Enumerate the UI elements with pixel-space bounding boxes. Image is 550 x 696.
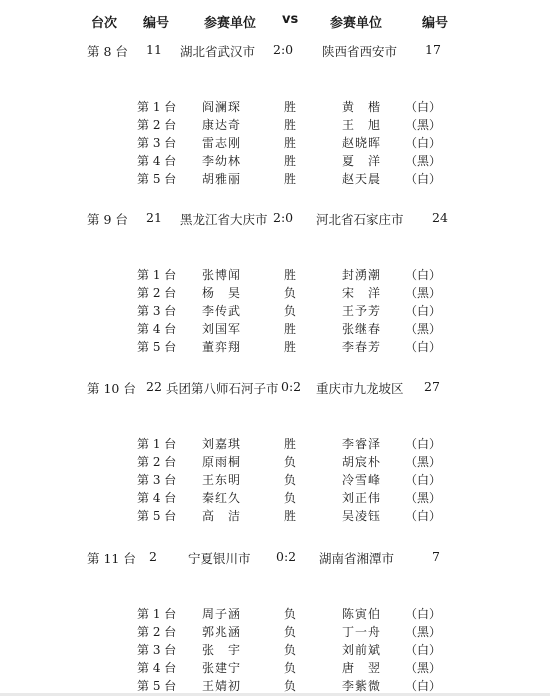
game-row: [0, 152, 550, 170]
player-a: 高 洁: [202, 509, 242, 523]
player-a: 康达奇: [202, 118, 242, 132]
game-result: 负: [284, 491, 297, 505]
game-row: [0, 453, 550, 471]
piece-color: （黑）: [405, 118, 442, 132]
game-result: 胜: [284, 509, 297, 523]
game-result: 负: [284, 661, 297, 675]
piece-color: （黑）: [405, 322, 442, 336]
player-b: 赵晓晖: [342, 136, 382, 150]
piece-color: （黑）: [405, 154, 442, 168]
game-row: [0, 659, 550, 677]
board-label: 第 5 台: [137, 679, 177, 693]
game-row: [0, 641, 550, 659]
game-result: 胜: [284, 136, 297, 150]
board-label: 第 4 台: [137, 154, 177, 168]
piece-color: （白）: [405, 643, 442, 657]
board-label: 第 2 台: [137, 118, 177, 132]
match-block: [0, 42, 550, 188]
team-a-unit: 宁夏银川市: [188, 551, 251, 566]
team-a-unit: 黑龙江省大庆市: [180, 212, 268, 227]
game-result: 负: [284, 607, 297, 621]
game-row: [0, 507, 550, 525]
player-b: 唐 翌: [342, 661, 382, 675]
game-result: 胜: [284, 437, 297, 451]
match-score: 2:0: [273, 42, 294, 57]
piece-color: （白）: [405, 679, 442, 693]
team-a-number: 21: [146, 210, 162, 225]
player-b: 胡宸朴: [342, 455, 382, 469]
game-row: [0, 338, 550, 356]
game-row: [0, 471, 550, 489]
board-label: 第 2 台: [137, 286, 177, 300]
player-b: 李睿泽: [342, 437, 382, 451]
match-row: [0, 210, 550, 232]
game-row: [0, 134, 550, 152]
match-score: 0:2: [276, 549, 297, 564]
player-b: 李紫微: [342, 679, 382, 693]
player-b: 刘正伟: [342, 491, 382, 505]
game-result: 负: [284, 643, 297, 657]
match-score: 0:2: [281, 379, 302, 394]
player-a: 胡雅丽: [202, 172, 242, 186]
player-a: 王东明: [202, 473, 242, 487]
game-list: [0, 605, 550, 695]
game-result: 胜: [284, 118, 297, 132]
piece-color: （白）: [405, 340, 442, 354]
team-a-unit: 兵团第八师石河子市: [166, 381, 279, 396]
match-table: 第 9 台: [87, 212, 128, 227]
team-a-unit: 湖北省武汉市: [180, 44, 256, 59]
team-b-unit: 陕西省西安市: [322, 44, 398, 59]
player-b: 冷雪峰: [342, 473, 382, 487]
player-a: 刘嘉琪: [202, 437, 242, 451]
piece-color: （白）: [405, 268, 442, 282]
player-b: 封湧潮: [342, 268, 382, 282]
header-number-a: 编号: [143, 16, 170, 31]
piece-color: （黑）: [405, 625, 442, 639]
team-b-unit: 湖南省湘潭市: [319, 551, 395, 566]
board-label: 第 1 台: [137, 268, 177, 282]
player-b: 黄 楷: [342, 100, 382, 114]
game-result: 负: [284, 473, 297, 487]
player-a: 王婧初: [202, 679, 242, 693]
match-block: [0, 210, 550, 356]
table-header: [0, 12, 550, 34]
match-row: [0, 549, 550, 571]
board-label: 第 4 台: [137, 322, 177, 336]
board-label: 第 5 台: [137, 172, 177, 186]
board-label: 第 1 台: [137, 100, 177, 114]
board-label: 第 3 台: [137, 136, 177, 150]
game-row: [0, 302, 550, 320]
match-row: [0, 379, 550, 401]
team-a-number: 11: [146, 42, 162, 57]
piece-color: （黑）: [405, 286, 442, 300]
player-a: 李幼林: [202, 154, 242, 168]
team-b-number: 7: [432, 549, 440, 564]
game-result: 胜: [284, 322, 297, 336]
header-vs: vs: [282, 12, 299, 27]
header-unit-a: 参赛单位: [204, 16, 257, 31]
player-a: 杨 昊: [202, 286, 242, 300]
match-table: 第 11 台: [87, 551, 136, 566]
game-result: 负: [284, 304, 297, 318]
game-row: [0, 320, 550, 338]
piece-color: （黑）: [405, 491, 442, 505]
game-row: [0, 98, 550, 116]
game-result: 负: [284, 286, 297, 300]
piece-color: （黑）: [405, 455, 442, 469]
board-label: 第 5 台: [137, 340, 177, 354]
player-a: 雷志刚: [202, 136, 242, 150]
match-row: [0, 42, 550, 64]
match-table: 第 8 台: [87, 44, 128, 59]
game-row: [0, 284, 550, 302]
piece-color: （白）: [405, 607, 442, 621]
game-row: [0, 623, 550, 641]
piece-color: （白）: [405, 509, 442, 523]
board-label: 第 4 台: [137, 491, 177, 505]
match-block: [0, 379, 550, 525]
piece-color: （白）: [405, 172, 442, 186]
board-label: 第 3 台: [137, 643, 177, 657]
game-list: [0, 266, 550, 356]
game-result: 胜: [284, 154, 297, 168]
player-b: 王予芳: [342, 304, 382, 318]
player-a: 张博闻: [202, 268, 242, 282]
player-b: 陈寅伯: [342, 607, 382, 621]
player-b: 夏 洋: [342, 154, 382, 168]
game-row: [0, 266, 550, 284]
board-label: 第 2 台: [137, 455, 177, 469]
piece-color: （白）: [405, 473, 442, 487]
team-b-unit: 河北省石家庄市: [316, 212, 404, 227]
board-label: 第 4 台: [137, 661, 177, 675]
player-a: 李传武: [202, 304, 242, 318]
piece-color: （白）: [405, 136, 442, 150]
player-a: 周子涵: [202, 607, 242, 621]
game-row: [0, 116, 550, 134]
team-b-number: 17: [425, 42, 441, 57]
board-label: 第 2 台: [137, 625, 177, 639]
player-b: 刘前斌: [342, 643, 382, 657]
team-b-unit: 重庆市九龙坡区: [316, 381, 404, 396]
player-a: 原雨桐: [202, 455, 242, 469]
game-row: [0, 435, 550, 453]
header-table: 台次: [91, 16, 118, 31]
board-label: 第 1 台: [137, 607, 177, 621]
board-label: 第 3 台: [137, 473, 177, 487]
board-label: 第 3 台: [137, 304, 177, 318]
game-row: [0, 605, 550, 623]
player-b: 王 旭: [342, 118, 382, 132]
player-b: 宋 洋: [342, 286, 382, 300]
game-result: 胜: [284, 340, 297, 354]
board-label: 第 1 台: [137, 437, 177, 451]
game-list: [0, 98, 550, 188]
game-result: 负: [284, 625, 297, 639]
team-b-number: 24: [432, 210, 448, 225]
player-a: 秦红久: [202, 491, 242, 505]
player-b: 李春芳: [342, 340, 382, 354]
player-a: 阎澜琛: [202, 100, 242, 114]
team-a-number: 22: [146, 379, 162, 394]
piece-color: （白）: [405, 437, 442, 451]
board-label: 第 5 台: [137, 509, 177, 523]
piece-color: （白）: [405, 100, 442, 114]
player-a: 刘国军: [202, 322, 242, 336]
game-result: 胜: [284, 172, 297, 186]
player-b: 吴凌钰: [342, 509, 382, 523]
game-row: [0, 489, 550, 507]
player-a: 张 宇: [202, 643, 242, 657]
player-a: 张建宁: [202, 661, 242, 675]
piece-color: （黑）: [405, 661, 442, 675]
match-table: 第 10 台: [87, 381, 136, 396]
game-result: 负: [284, 455, 297, 469]
player-a: 郭兆涵: [202, 625, 242, 639]
game-result: 胜: [284, 100, 297, 114]
player-b: 张继春: [342, 322, 382, 336]
game-row: [0, 170, 550, 188]
team-b-number: 27: [424, 379, 440, 394]
header-unit-b: 参赛单位: [330, 16, 383, 31]
header-number-b: 编号: [422, 16, 449, 31]
game-result: 胜: [284, 268, 297, 282]
match-block: [0, 549, 550, 695]
player-a: 董弈翔: [202, 340, 242, 354]
game-list: [0, 435, 550, 525]
game-result: 负: [284, 679, 297, 693]
team-a-number: 2: [149, 549, 157, 564]
piece-color: （白）: [405, 304, 442, 318]
player-b: 丁一舟: [342, 625, 382, 639]
player-b: 赵天晨: [342, 172, 382, 186]
match-score: 2:0: [273, 210, 294, 225]
